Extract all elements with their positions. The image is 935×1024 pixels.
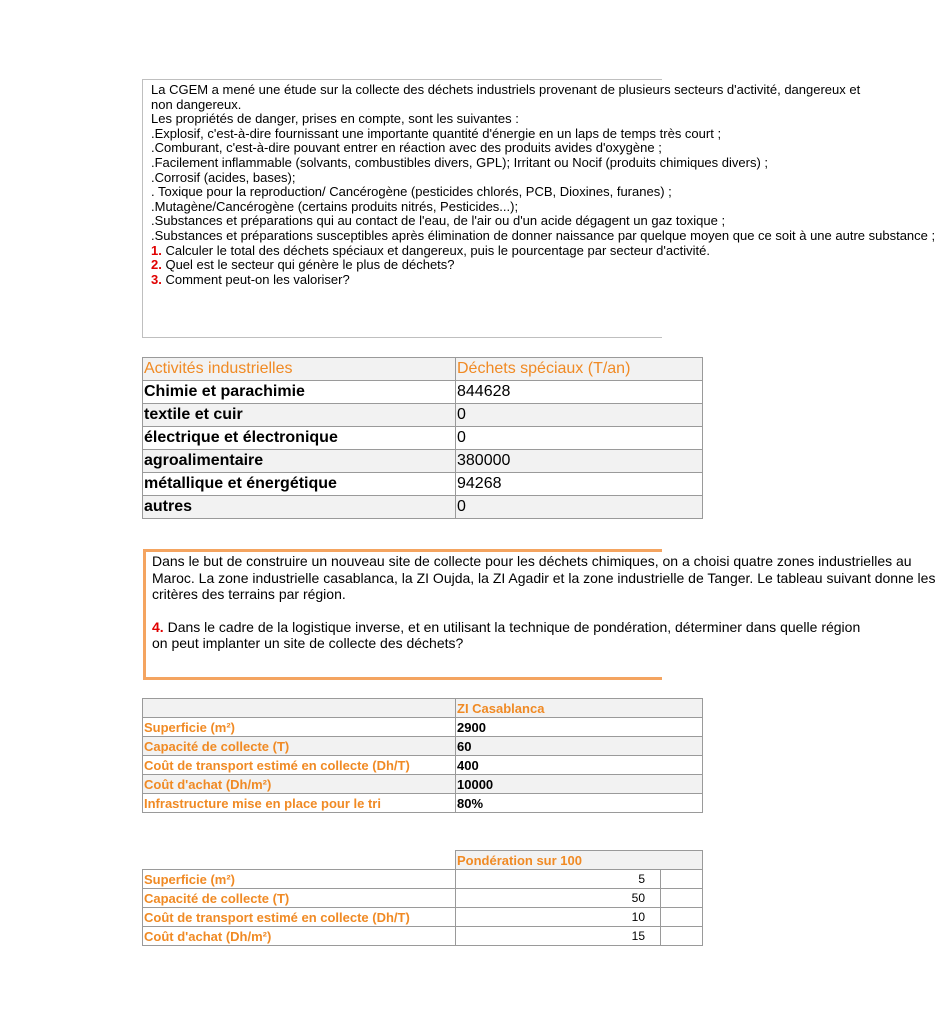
- intro-line: .Corrosif (acides, bases);: [151, 169, 296, 185]
- weight-value-cell[interactable]: 5: [456, 870, 661, 889]
- question-text: Quel est le secteur qui génère le plus de déchets?: [161, 257, 455, 273]
- table-row: [143, 908, 703, 927]
- column-header-waste[interactable]: Déchets spéciaux (T/an): [456, 358, 703, 381]
- activity-cell[interactable]: agroalimentaire: [143, 450, 456, 473]
- empty-header-cell: [143, 851, 456, 870]
- activity-cell[interactable]: textile et cuir: [143, 404, 456, 427]
- criterion-cell[interactable]: Capacité de collecte (T): [143, 889, 456, 908]
- context-line: critères des terrains par région.: [152, 586, 346, 602]
- table-row: [143, 775, 703, 794]
- column-header-weighting[interactable]: Pondération sur 100: [456, 851, 703, 870]
- empty-header-cell[interactable]: [143, 699, 456, 718]
- table-header-row: [143, 358, 703, 381]
- question-number: 3.: [151, 271, 162, 287]
- waste-by-activity-table: [142, 357, 662, 518]
- weighting-table: [142, 850, 662, 950]
- intro-line: .Substances et préparations susceptibles après élimination de donner naissance par quelque moyen que ce soit à une autre substance ;: [151, 227, 935, 243]
- waste-value-cell[interactable]: 844628: [456, 381, 703, 404]
- activity-cell[interactable]: Chimie et parachimie: [143, 381, 456, 404]
- intro-line: .Facilement inflammable (solvants, combustibles divers, GPL); Irritant ou Nocif (produits chimiques divers) ;: [151, 154, 768, 170]
- criterion-value-cell[interactable]: 80%: [456, 794, 703, 813]
- intro-line: .Explosif, c'est-à-dire fournissant une importante quantité d'énergie en un laps de temps très court ;: [151, 125, 722, 141]
- question-text: Calculer le total des déchets spéciaux et dangereux, puis le pourcentage par secteur d'activité.: [161, 242, 710, 258]
- criterion-cell[interactable]: Coût d'achat (Dh/m²): [143, 775, 456, 794]
- question-number: 4.: [152, 618, 164, 635]
- table-row: [143, 889, 703, 908]
- question-4-continuation: on peut implanter un site de collecte des déchets?: [152, 635, 464, 651]
- site-criteria-table: [142, 698, 662, 816]
- waste-value-cell[interactable]: 0: [456, 427, 703, 450]
- empty-cell[interactable]: [661, 927, 703, 946]
- weight-value-cell[interactable]: 15: [456, 927, 661, 946]
- question-4: [152, 619, 935, 636]
- intro-line: .Mutagène/Cancérogène (certains produits nitrés, Pesticides...);: [151, 198, 519, 214]
- question-number: 2.: [151, 257, 162, 273]
- criterion-value-cell[interactable]: 60: [456, 737, 703, 756]
- waste-value-cell[interactable]: 380000: [456, 450, 703, 473]
- table-row: [143, 404, 703, 427]
- question-1: [151, 244, 935, 259]
- criterion-cell[interactable]: Superficie (m²): [143, 870, 456, 889]
- criterion-value-cell[interactable]: 400: [456, 756, 703, 775]
- activity-cell[interactable]: métallique et énergétique: [143, 473, 456, 496]
- column-header-casablanca[interactable]: ZI Casablanca: [456, 699, 703, 718]
- intro-line: La CGEM a mené une étude sur la collecte des déchets industriels provenant de plusieurs secteurs d'activité, dangereux et: [151, 82, 861, 97]
- column-header-activity[interactable]: Activités industrielles: [143, 358, 456, 381]
- intro-line: non dangereux.: [151, 96, 242, 112]
- site-selection-text-box: [143, 549, 935, 680]
- intro-line: .Comburant, c'est-à-dire pouvant entrer en réaction avec des produits avides d'oxygène ;: [151, 140, 662, 156]
- spacer: [152, 603, 935, 619]
- table-header-row: [143, 699, 703, 718]
- table-row: [143, 718, 703, 737]
- criterion-cell[interactable]: Coût d'achat (Dh/m²): [143, 927, 456, 946]
- intro-text-box: [142, 79, 935, 338]
- weight-value-cell[interactable]: 10: [456, 908, 661, 927]
- criterion-cell[interactable]: Coût de transport estimé en collecte (Dh/T): [143, 756, 456, 775]
- activity-cell[interactable]: autres: [143, 496, 456, 519]
- intro-line: . Toxique pour la reproduction/ Cancérogène (pesticides chlorés, PCB, Dioxines, furanes) ;: [151, 184, 672, 200]
- context-line: Maroc. La zone industrielle casablanca, la ZI Oujda, la ZI Agadir et la zone industrielle de Tanger. Le tableau suivant donne les: [152, 569, 935, 586]
- table-row: [143, 927, 703, 946]
- table-row: [143, 427, 703, 450]
- empty-cell[interactable]: [661, 870, 703, 889]
- table-row: [143, 473, 703, 496]
- site-selection-text: [152, 553, 935, 652]
- waste-value-cell[interactable]: 0: [456, 404, 703, 427]
- table-row: [143, 756, 703, 775]
- table-header-row: [143, 851, 703, 870]
- table-row: [143, 450, 703, 473]
- question-text: Dans le cadre de la logistique inverse, et en utilisant la technique de pondération, déterminer dans quelle région: [163, 618, 861, 635]
- empty-cell[interactable]: [661, 889, 703, 908]
- intro-line: Les propriétés de danger, prises en compte, sont les suivantes :: [151, 111, 519, 127]
- question-number: 1.: [151, 242, 162, 258]
- table-row: [143, 794, 703, 813]
- question-text: Comment peut-on les valoriser?: [161, 271, 350, 287]
- empty-cell[interactable]: [661, 908, 703, 927]
- waste-value-cell[interactable]: 0: [456, 496, 703, 519]
- criterion-cell[interactable]: Coût de transport estimé en collecte (Dh/T): [143, 908, 456, 927]
- weight-value-cell[interactable]: 50: [456, 889, 661, 908]
- table-row: [143, 870, 703, 889]
- intro-line: .Substances et préparations qui au contact de l'eau, de l'air ou d'un acide dégagent un gaz toxique ;: [151, 213, 726, 229]
- criterion-value-cell[interactable]: 10000: [456, 775, 703, 794]
- table-row: [143, 737, 703, 756]
- criterion-cell[interactable]: Superficie (m²): [143, 718, 456, 737]
- activity-cell[interactable]: électrique et électronique: [143, 427, 456, 450]
- waste-value-cell[interactable]: 94268: [456, 473, 703, 496]
- criterion-cell[interactable]: Infrastructure mise en place pour le tri: [143, 794, 456, 813]
- question-2: [151, 258, 935, 273]
- intro-text: [151, 83, 935, 287]
- table-row: [143, 381, 703, 404]
- question-3: [151, 273, 935, 288]
- table-row: [143, 496, 703, 519]
- context-line: Dans le but de construire un nouveau site de collecte pour les déchets chimiques, on a choisi quatre zones industrielles au: [152, 553, 912, 569]
- criterion-value-cell[interactable]: 2900: [456, 718, 703, 737]
- criterion-cell[interactable]: Capacité de collecte (T): [143, 737, 456, 756]
